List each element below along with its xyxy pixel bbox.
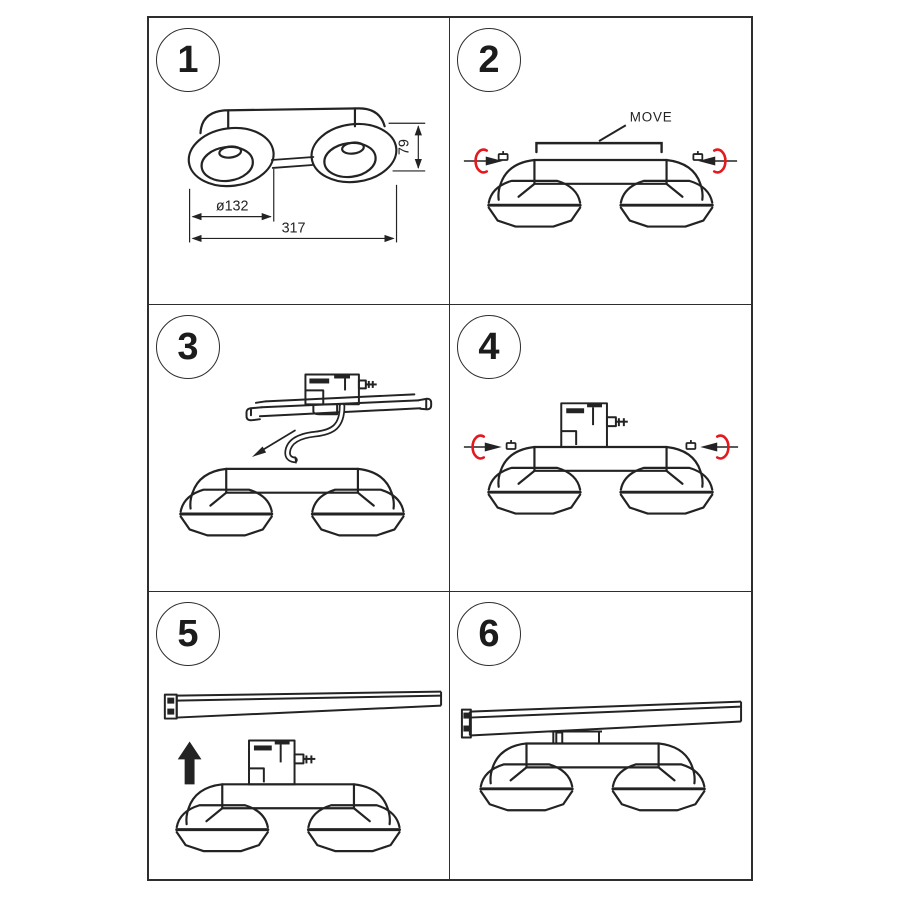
light-fixture (481, 743, 705, 810)
light-fixture (489, 160, 713, 227)
step-number: 2 (478, 38, 500, 81)
light-fixture (489, 447, 713, 514)
step-number-badge (156, 28, 220, 92)
fixture-front-view (185, 108, 399, 190)
track-rail (165, 692, 441, 719)
move-leader-line (599, 125, 626, 141)
step-number: 5 (177, 612, 199, 655)
screw-icon (507, 440, 516, 449)
rotate-arrow-left-icon (464, 150, 503, 173)
screw-icon (686, 440, 695, 449)
step-number-badge (457, 602, 521, 666)
step-number-badge (457, 28, 521, 92)
dimension-diameter-label: ø132 (215, 198, 249, 215)
step-panel-3 (149, 305, 450, 592)
rotate-arrow-right-icon (698, 150, 737, 173)
dimension-lines (190, 123, 426, 242)
dimension-height-label: 79 (396, 139, 413, 156)
step-number: 3 (177, 325, 199, 368)
move-bracket (536, 143, 661, 152)
step-panel-1 (149, 18, 450, 305)
track-adapter (249, 740, 315, 784)
step-number-badge (156, 315, 220, 379)
up-arrow-icon (178, 741, 202, 784)
step-number-badge (156, 602, 220, 666)
move-label: MOVE (629, 109, 673, 125)
light-fixture (181, 469, 404, 536)
step-panel-4 (450, 305, 751, 592)
light-fixture (177, 784, 400, 851)
step-number: 1 (177, 38, 199, 81)
step-number: 4 (478, 325, 500, 368)
rotate-arrow-right-icon (700, 436, 738, 459)
step-number-badge (457, 315, 521, 379)
step-panel-6 (450, 592, 751, 879)
track-adapter-connection (549, 732, 602, 744)
step-number: 6 (478, 612, 500, 655)
dimension-width-label: 317 (281, 220, 306, 237)
step-panel-5 (149, 592, 450, 879)
instruction-sheet (147, 16, 753, 881)
track-adapter (561, 403, 628, 447)
screw-icon (693, 151, 702, 160)
screw-icon (499, 151, 508, 160)
rotate-arrow-left-icon (464, 436, 502, 459)
step-panel-2 (450, 18, 751, 305)
